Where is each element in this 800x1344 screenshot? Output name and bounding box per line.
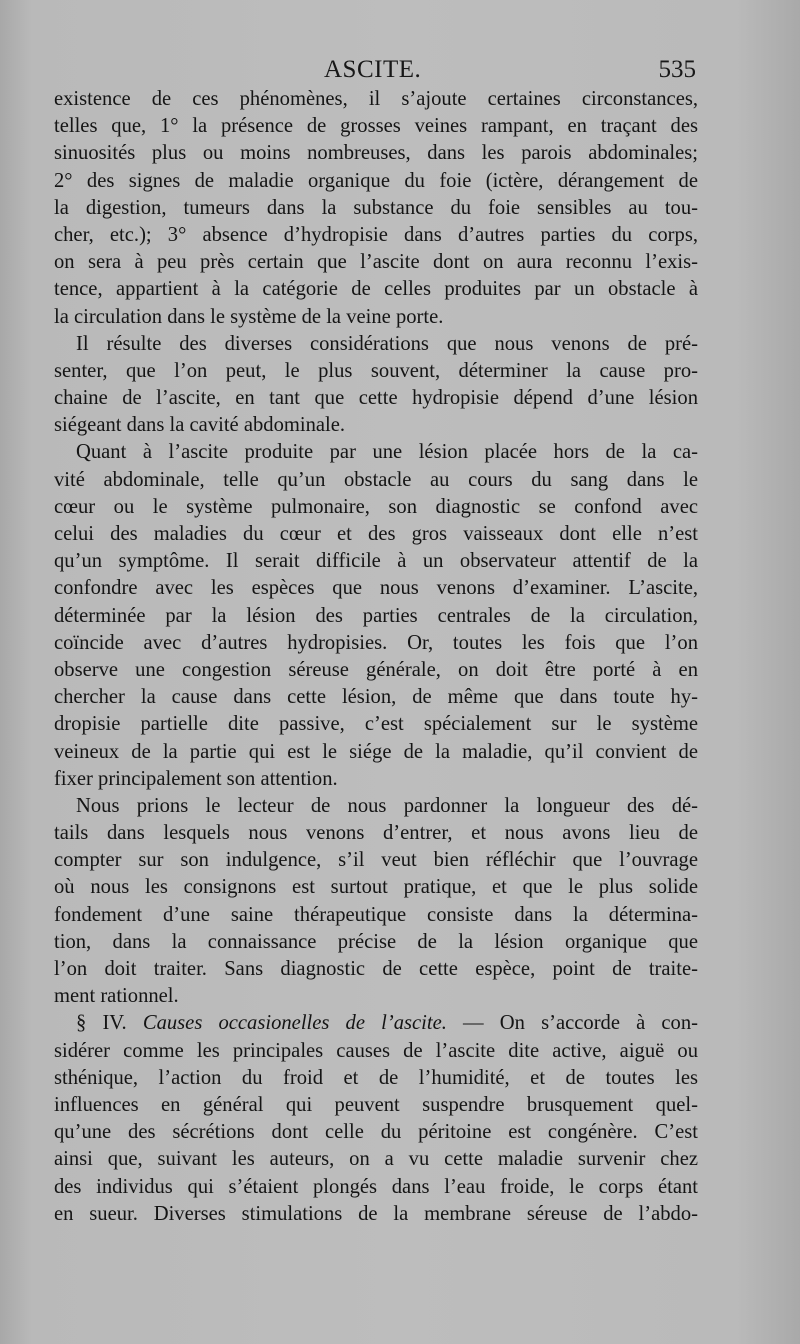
page-header <box>54 54 696 90</box>
text-line: qu’une des sécrétions dont celle du péritoine est congénère. C’est <box>54 1121 698 1144</box>
text-line: tence, appartient à la catégorie de celles produites par un obstacle à <box>54 278 698 301</box>
text-line: coïncide avec d’autres hydropisies. Or, toutes les fois que l’on <box>54 631 698 654</box>
text-line: sidérer comme les principales causes de l’ascite dite active, aiguë ou <box>54 1039 698 1062</box>
section-paragraph <box>54 1010 698 1228</box>
text-line: où nous les consignons est surtout pratique, et que le plus solide <box>54 876 698 899</box>
text-line: celui des maladies du cœur et des gros vaisseaux dont elle n’est <box>54 523 698 545</box>
text-line: des individus qui s’étaient plongés dans l’eau froide, le corps étant <box>54 1175 698 1198</box>
text-line: l’on doit traiter. Sans diagnostic de cette espèce, point de traite- <box>54 958 698 980</box>
text-line: cher, etc.); 3° absence d’hydropisie dans d’autres parties du corps, <box>54 223 698 246</box>
text-line: influences en général qui peuvent suspendre brusquement quel- <box>54 1093 698 1116</box>
text-line: déterminée par la lésion des parties centrales de la circulation, <box>54 604 698 627</box>
text-line: Il résulte des diverses considérations que nous venons de pré- <box>76 332 698 355</box>
text-line: senter, que l’on peut, le plus souvent, déterminer la cause pro- <box>54 359 698 382</box>
text-line: dropisie partielle dite passive, c’est spécialement sur le système <box>54 713 698 736</box>
section-title: Causes occasionelles de l’ascite. <box>142 1012 447 1035</box>
text-line: en sueur. Diverses stimulations de la membrane séreuse de l’abdo- <box>54 1202 698 1225</box>
page-number: 535 <box>658 56 696 83</box>
section-heading-line <box>54 1010 698 1037</box>
text-line: 2° des signes de maladie organique du foie (ictère, dérangement de <box>54 169 698 192</box>
paragraph <box>54 86 698 331</box>
text-line: fixer principalement son attention. <box>54 767 338 790</box>
paragraph <box>54 439 698 792</box>
text-line: on sera à peu près certain que l’ascite dont on aura reconnu l’exis- <box>54 251 698 274</box>
text-line: la circulation dans le système de la veine porte. <box>54 305 444 328</box>
paragraph <box>54 793 698 1011</box>
text-fragment: — On s’accorde à con- <box>446 1012 699 1035</box>
text-line: siégeant dans la cavité abdominale. <box>54 414 346 437</box>
text-line: cœur ou le système pulmonaire, son diagnostic se confond avec <box>54 495 698 518</box>
text-line: la digestion, tumeurs dans la substance du foie sensibles au tou- <box>54 196 698 219</box>
text-line: observe une congestion séreuse générale, on doit être porté à en <box>54 658 698 681</box>
text-line: ment rationnel. <box>54 985 179 1008</box>
text-line: telles que, 1° la présence de grosses veines rampant, en traçant des <box>54 115 698 138</box>
text-line: Quant à l’ascite produite par une lésion placée hors de la ca- <box>76 441 698 464</box>
text-line: ainsi que, suivant les auteurs, on a vu cette maladie survenir chez <box>54 1148 698 1171</box>
text-line: chaine de l’ascite, en tant que cette hydropisie dépend d’une lésion <box>54 387 698 410</box>
text-line: sinuosités plus ou moins nombreuses, dans les parois abdominales; <box>54 142 698 165</box>
text-line: Nous prions le lecteur de nous pardonner la longueur des dé- <box>76 794 698 817</box>
text-line: compter sur son indulgence, s’il veut bien réfléchir que l’ouvrage <box>54 849 698 872</box>
section-mark: § IV. <box>76 1012 127 1035</box>
text-line: tails dans lesquels nous venons d’entrer, et nous avons lieu de <box>54 822 698 845</box>
text-line: tion, dans la connaissance précise de la lésion organique que <box>54 930 698 953</box>
text-line: fondement d’une saine thérapeutique consiste dans la détermina- <box>54 903 698 926</box>
running-title: ASCITE. <box>324 56 422 83</box>
text-line: confondre avec les espèces que nous venons d’examiner. L’ascite, <box>54 577 698 600</box>
text-line: sthénique, l’action du froid et de l’humidité, et de toutes les <box>54 1066 698 1089</box>
text-line: existence de ces phénomènes, il s’ajoute certaines circonstances, <box>54 88 698 110</box>
body-text <box>54 86 698 1228</box>
text-line: vité abdominale, telle qu’un obstacle au cours du sang dans le <box>54 468 698 491</box>
text-line: chercher la cause dans cette lésion, de même que dans toute hy- <box>54 686 698 709</box>
text-line: veineux de la partie qui est le siége de la maladie, qu’il convient de <box>54 740 698 763</box>
text-line: qu’un symptôme. Il serait difficile à un observateur attentif de la <box>54 550 698 573</box>
paragraph <box>54 331 698 440</box>
